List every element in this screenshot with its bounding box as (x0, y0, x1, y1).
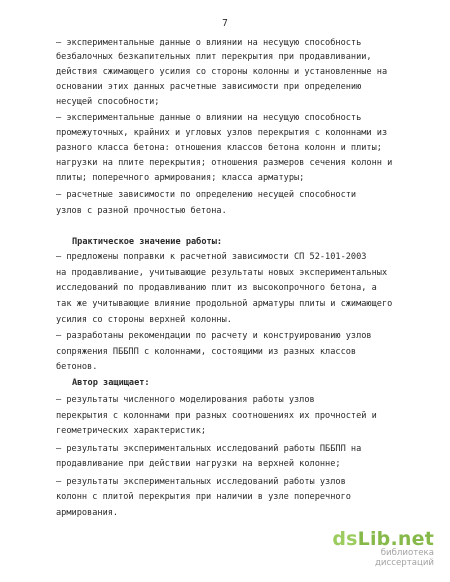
text-line: колонн с плитой перекрытия при наличии в узле поперечного (56, 492, 351, 502)
text-line: – результаты экспериментальных исследований работы узлов (56, 477, 346, 487)
logo-prefix: ds (332, 528, 358, 550)
text-line: безбалочных безкапительных плит перекрытия при продавливании, (56, 52, 372, 62)
text-line: основании этих данных расчетные зависимости при определению (56, 82, 362, 92)
text-line: разного класса бетона: отношения классов бетона колонн и плиты; (56, 143, 382, 153)
text-line: исследований по продавливанию плит из высокопрочного бетона, а (56, 283, 377, 293)
text-line: на продавливание, учитывающие результаты новых экспериментальных (56, 268, 388, 278)
page-number: 7 (222, 18, 228, 29)
text-line: узлов с разной прочностью бетона. (56, 206, 227, 216)
text-line: – разработаны рекомендации по расчету и конструированию узлов (56, 331, 372, 341)
text-line: – экспериментальные данные о влиянии на несущую способность (56, 113, 362, 123)
watermark-subtitle: библиотека диссертаций (374, 548, 434, 568)
text-line: – предложены поправки к расчетной зависимости СП 52-101-2003 (56, 252, 367, 262)
text-line: продавливание при действии нагрузки на верхней колонне; (56, 459, 341, 469)
text-line: сопряжения ПББПП с колоннами, состоящими из разных классов (56, 347, 357, 357)
text-line: плиты; поперечного армирования; класса арматуры; (56, 173, 305, 183)
text-line: бетонов. (56, 362, 98, 372)
text-line: – экспериментальные данные о влиянии на несущую способность (56, 38, 362, 48)
logo-main: Lib.net (357, 528, 434, 550)
dslib-watermark (324, 528, 434, 568)
text-line: – результаты экспериментальных исследований работы ПББПП на (56, 444, 362, 454)
text-line: нагрузки на плите перекрытия; отношения размеров сечения колонн и (56, 158, 393, 168)
section-heading-author: Автор защищает: (72, 378, 150, 388)
text-line: армирования. (56, 508, 119, 518)
text-line: промежуточных, крайних и угловых узлов перекрытия с колоннами из (56, 128, 388, 138)
text-line: геометрических характеристик; (56, 426, 207, 436)
text-line: действия сжимающего усилия со стороны колонны и установленные на (56, 67, 388, 77)
text-line: – расчетные зависимости по определению несущей способности (56, 190, 357, 200)
text-line: – результаты численного моделирования работы узлов (56, 395, 315, 405)
text-line: усилия со стороны верхней колонны. (56, 315, 232, 325)
section-heading-practical: Практическое значение работы: (72, 237, 223, 247)
text-line: так же учитывающие влияние продольной арматуры плиты и сжимающего (56, 299, 393, 309)
dslib-logo (324, 528, 434, 550)
text-line: перекрытия с колоннами при разных соотношениях их прочностей и (56, 411, 377, 421)
text-line: несущей способности; (56, 97, 160, 107)
